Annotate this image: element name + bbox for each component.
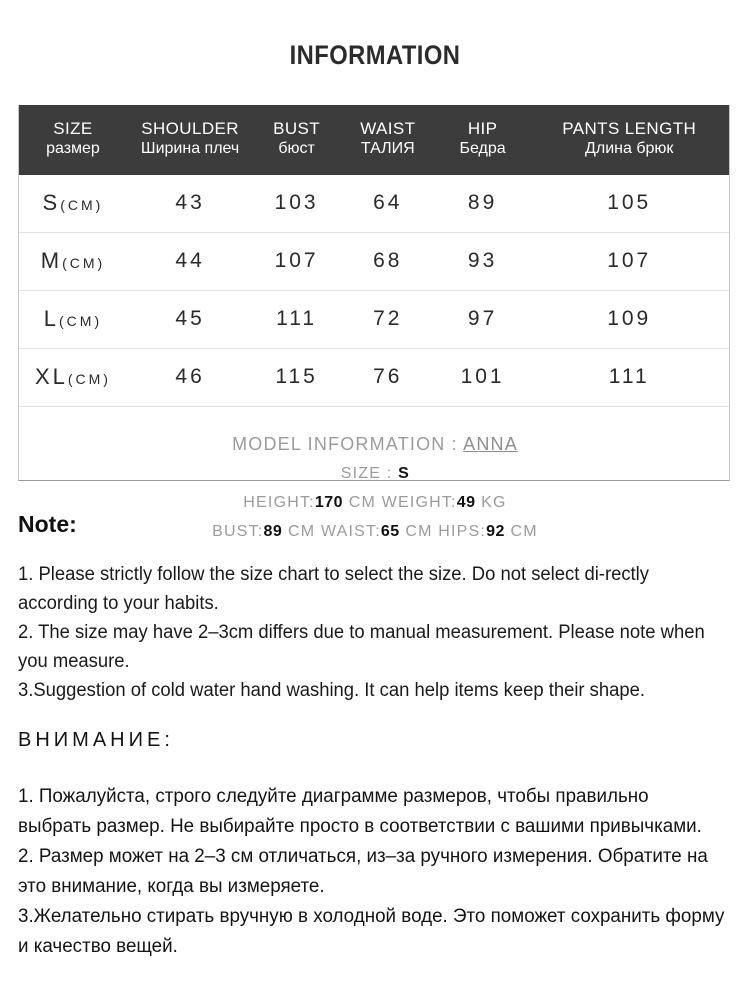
table-row bbox=[19, 233, 729, 291]
cell-pants-length: 111 bbox=[529, 349, 729, 407]
table-row bbox=[19, 291, 729, 349]
model-weight-label: WEIGHT: bbox=[381, 494, 457, 511]
model-height-value: 170 bbox=[314, 494, 344, 511]
model-height-weight-line bbox=[0, 488, 750, 517]
cell-bust: 111 bbox=[253, 291, 340, 349]
page-title: INFORMATION bbox=[289, 40, 461, 70]
column-header-pants-length-en: PANTS LENGTH bbox=[562, 119, 697, 138]
cell-size-unit: (CM) bbox=[60, 197, 104, 214]
note-item: 3.Suggestion of cold water hand washing. It can help items keep their shape. bbox=[18, 680, 646, 701]
note-item: 2. The size may have 2–3cm differs due to manual measurement. Please note when you measure. bbox=[18, 622, 705, 672]
column-header-hip-en: HIP bbox=[467, 119, 498, 138]
cell-pants-length: 109 bbox=[529, 291, 729, 349]
model-information-block bbox=[0, 430, 750, 546]
model-hips-unit: CM bbox=[510, 523, 538, 540]
column-header-pants-length-ru: Длина брюк bbox=[585, 140, 674, 158]
cell-shoulder: 43 bbox=[175, 191, 205, 215]
cell-shoulder: 45 bbox=[127, 291, 253, 349]
model-information-label: MODEL INFORMATION : bbox=[232, 434, 458, 454]
column-header-size bbox=[19, 105, 127, 175]
column-header-hip bbox=[436, 105, 530, 175]
cell-pants-length: 107 bbox=[529, 233, 729, 291]
cell-size bbox=[19, 233, 127, 291]
model-weight-value: 49 bbox=[456, 494, 476, 511]
cell-size bbox=[19, 349, 127, 407]
column-header-pants-length bbox=[529, 105, 729, 175]
size-chart-table-container bbox=[18, 105, 730, 481]
cell-waist: 64 bbox=[373, 191, 403, 215]
attention-item: 1. Пожалуйста, строго следуйте диаграмме размеров, чтобы правильно выбрать размер. Не выбирайте просто в соответствии с вашими привычками. bbox=[18, 786, 702, 837]
cell-size-label: XL bbox=[34, 364, 68, 390]
note-heading: Note: bbox=[18, 511, 77, 537]
attention-item: 2. Размер может на 2–3 см отличаться, из–за ручного измерения. Обратите на это внимание, когда вы измеряете. bbox=[18, 846, 708, 897]
cell-shoulder: 44 bbox=[127, 233, 253, 291]
column-header-size-ru: размер bbox=[46, 140, 100, 158]
cell-size-unit: (CM) bbox=[67, 371, 111, 388]
cell-shoulder: 46 bbox=[127, 349, 253, 407]
cell-hip: 93 bbox=[436, 233, 530, 291]
table-row bbox=[19, 175, 729, 233]
model-height-label: HEIGHT: bbox=[243, 494, 315, 511]
cell-bust: 107 bbox=[253, 233, 340, 291]
model-bust-label: BUST: bbox=[212, 523, 264, 540]
attention-heading: ВНИМАНИЕ: bbox=[18, 729, 174, 751]
attention-item: 3.Желательно стирать вручную в холодной воде. Это поможет сохранить форму и качество вещей. bbox=[18, 906, 725, 957]
cell-hip: 101 bbox=[436, 349, 530, 407]
column-header-waist-en: WAIST bbox=[360, 119, 416, 138]
column-header-hip-ru: Бедра bbox=[459, 140, 506, 158]
model-bust-unit: CM bbox=[287, 523, 316, 540]
model-waist-label: WAIST: bbox=[320, 523, 381, 540]
column-header-bust bbox=[253, 105, 340, 175]
column-header-bust-ru: бюст bbox=[278, 140, 315, 158]
model-information-name-line bbox=[0, 430, 750, 459]
model-waist-value: 65 bbox=[380, 523, 400, 540]
model-size-line bbox=[0, 459, 750, 488]
cell-pants-length: 105 bbox=[607, 191, 652, 215]
column-header-bust-en: BUST bbox=[273, 119, 321, 138]
cell-size-unit: (CM) bbox=[62, 255, 106, 272]
cell-waist: 72 bbox=[340, 291, 436, 349]
cell-waist: 68 bbox=[340, 233, 436, 291]
cell-bust: 115 bbox=[253, 349, 340, 407]
size-chart-table bbox=[19, 105, 729, 480]
cell-waist: 76 bbox=[340, 349, 436, 407]
cell-size-label: L bbox=[43, 306, 60, 332]
model-weight-unit: KG bbox=[481, 494, 507, 511]
model-name: ANNA bbox=[463, 434, 518, 454]
model-measurements-line bbox=[0, 517, 750, 546]
cell-bust: 103 bbox=[274, 191, 319, 215]
model-size-label: SIZE : bbox=[340, 465, 393, 482]
cell-size bbox=[19, 175, 127, 233]
model-height-unit: CM bbox=[348, 494, 376, 511]
cell-hip: 97 bbox=[436, 291, 530, 349]
column-header-shoulder-ru: Ширина плеч bbox=[140, 140, 240, 158]
column-header-shoulder bbox=[127, 105, 253, 175]
cell-size bbox=[19, 291, 127, 349]
table-header-row bbox=[19, 105, 729, 175]
model-hips-label: HIPS: bbox=[438, 523, 487, 540]
table-header bbox=[19, 105, 729, 175]
column-header-waist bbox=[340, 105, 436, 175]
model-bust-value: 89 bbox=[263, 523, 283, 540]
note-item: 1. Please strictly follow the size chart to select the size. Do not select di-rectly according to your habits. bbox=[18, 564, 649, 614]
cell-size-label: M bbox=[40, 248, 63, 274]
model-waist-unit: CM bbox=[405, 523, 433, 540]
notes-english-list bbox=[18, 560, 711, 705]
model-hips-value: 92 bbox=[486, 523, 505, 540]
notes-russian-list bbox=[18, 782, 725, 962]
model-size-value: S bbox=[398, 465, 410, 482]
column-header-size-en: SIZE bbox=[53, 119, 93, 138]
cell-hip: 89 bbox=[467, 191, 498, 215]
cell-size-label: S bbox=[42, 190, 61, 216]
column-header-shoulder-en: SHOULDER bbox=[141, 119, 239, 138]
cell-size-unit: (CM) bbox=[59, 313, 103, 330]
column-header-waist-ru: ТАЛИЯ bbox=[360, 140, 415, 158]
table-row bbox=[19, 349, 729, 407]
